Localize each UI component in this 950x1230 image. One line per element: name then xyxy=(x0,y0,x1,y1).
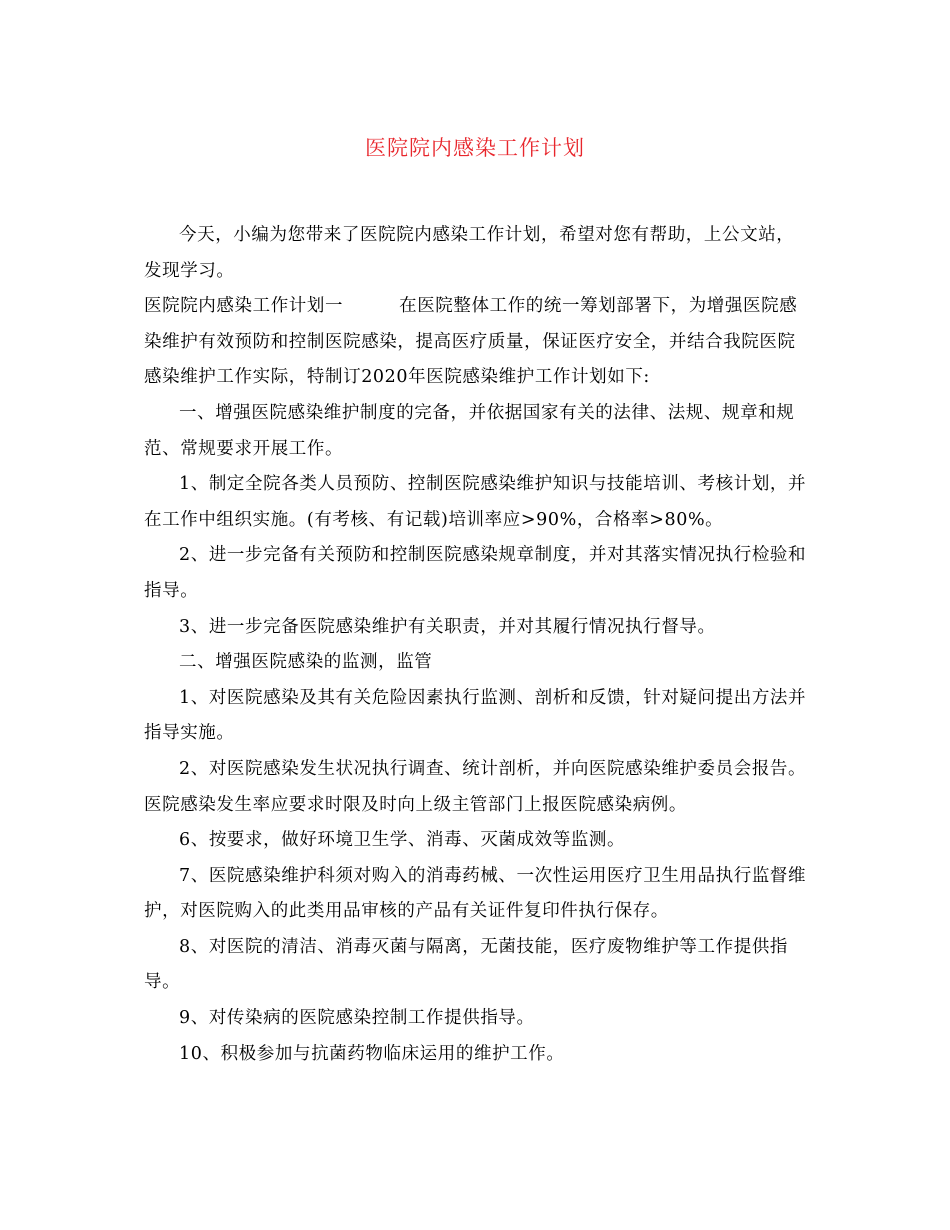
paragraph-item-2-6: 6、按要求，做好环境卫生学、消毒、灭菌成效等监测。 xyxy=(179,830,626,851)
paragraph-item-2-8: 8、对医院的清洁、消毒灭菌与隔离，无菌技能，医疗废物维护等工作提供指导。 xyxy=(144,936,789,993)
paragraph-item-2-2: 2、对医院感染发生状况执行调查、统计剖析，并向医院感染维护委员会报告。医院感染发生率应要求时限及时向上级主管部门上报医院感染病例。 xyxy=(144,758,807,815)
intro-paragraph: 今天，小编为您带来了医院院内感染工作计划，希望对您有帮助，上公文站，发现学习。 xyxy=(144,225,795,281)
paragraph-item-2-1: 1、对医院感染及其有关危险因素执行监测、剖析和反馈，针对疑问提出方法并指导实施。 xyxy=(144,687,807,744)
document-title: 医院院内感染工作计划 xyxy=(365,136,585,160)
paragraph-section-1: 一、增强医院感染维护制度的完备，并依据国家有关的法律、法规、规章和规范、常规要求开展工作。 xyxy=(144,402,795,459)
plan-intro: 在医院整体工作的统一筹划部署下，为增强医院感染维护有效预防和控制医院感染，提高医疗质量，保证医疗安全，并结合我院医院感染维护工作实际，特制订2020年医院感染维护工作计划如下: xyxy=(144,296,798,388)
plan-paragraph xyxy=(144,289,808,396)
document-body xyxy=(144,218,808,1072)
paragraph-item-1-3: 3、进一步完备医院感染维护有关职责，并对其履行情况执行督导。 xyxy=(179,616,716,637)
paragraph-item-1-2: 2、进一步完备有关预防和控制医院感染规章制度，并对其落实情况执行检验和指导。 xyxy=(144,545,807,601)
paragraph-item-1-1: 1、制定全院各类人员预防、控制医院感染维护知识与技能培训、考核计划，并在工作中组织实施。(有考核、有记载)培训率应>90%，合格率>80%。 xyxy=(144,474,807,530)
paragraph-item-2-10: 10、积极参加与抗菌药物临床运用的维护工作。 xyxy=(179,1043,565,1064)
plan-heading: 医院院内感染工作计划一 xyxy=(144,296,344,317)
paragraph-item-2-9: 9、对传染病的医院感染控制工作提供指导。 xyxy=(179,1008,535,1029)
paragraph-item-2-7: 7、医院感染维护科须对购入的消毒药械、一次性运用医疗卫生用品执行监督维护，对医院购入的此类用品审核的产品有关证件复印件执行保存。 xyxy=(144,865,807,922)
paragraph-section-2: 二、增强医院感染的监测，监管 xyxy=(179,652,433,673)
